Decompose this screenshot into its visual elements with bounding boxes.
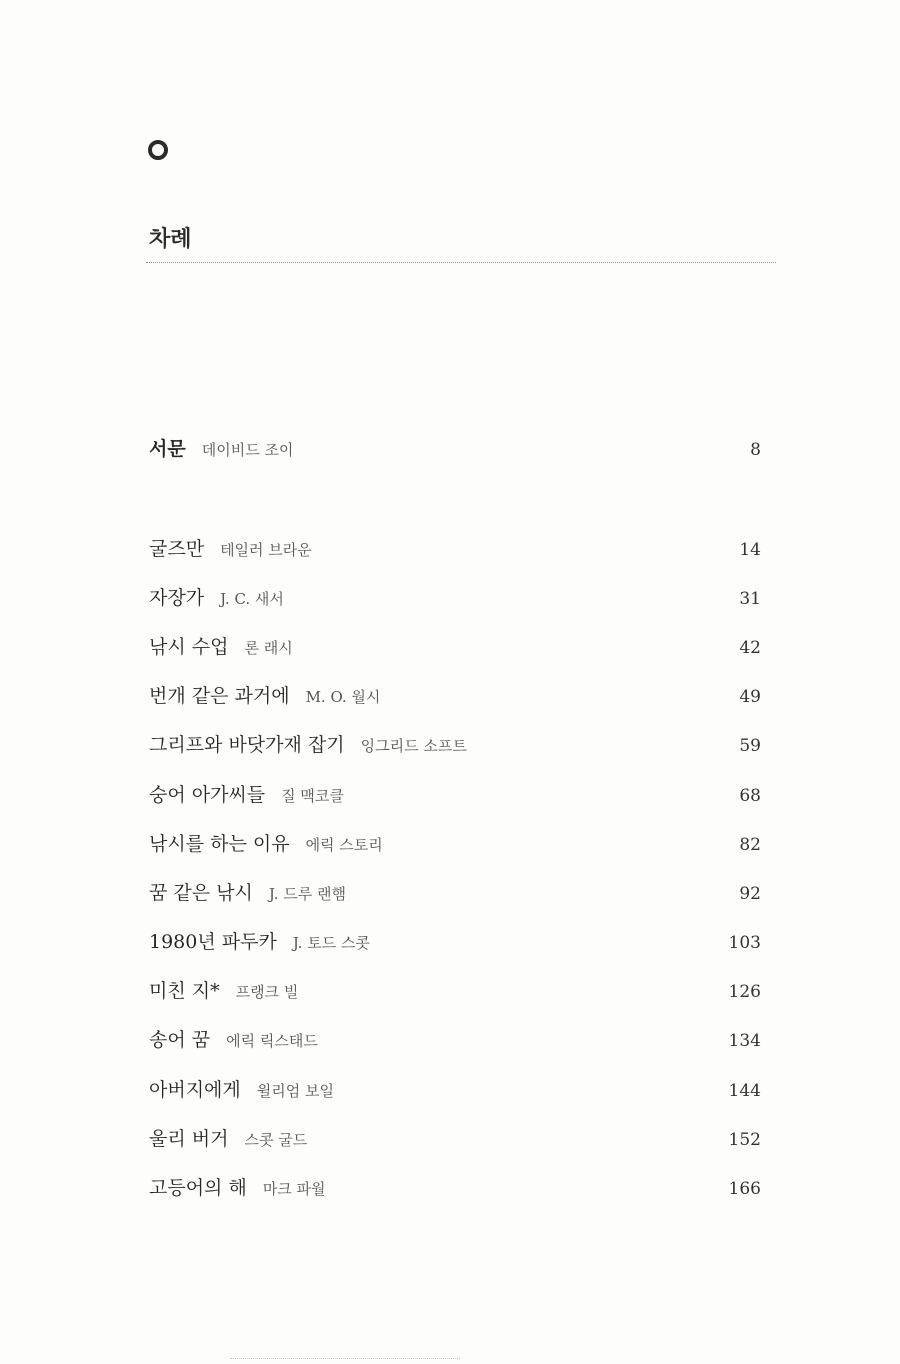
entry-author: M. O. 월시 xyxy=(305,688,381,706)
toc-entry[interactable] xyxy=(149,681,761,711)
entry-author: 에릭 릭스태드 xyxy=(226,1032,318,1050)
toc-entry[interactable] xyxy=(149,1124,761,1154)
entry-page: 144 xyxy=(728,1081,761,1101)
entry-title: 송어 꿈 xyxy=(149,1029,211,1051)
toc-entry[interactable] xyxy=(149,1075,761,1105)
entry-page: 59 xyxy=(739,736,761,756)
entry-author: 에릭 스토리 xyxy=(305,836,383,854)
entry-title: 숭어 아가씨들 xyxy=(149,784,266,806)
toc-entry[interactable] xyxy=(149,534,761,564)
entry-title: 1980년 파두카 xyxy=(149,931,277,953)
entry-title: 고등어의 해 xyxy=(149,1177,247,1199)
toc-entry[interactable] xyxy=(149,1025,761,1055)
entry-page: 152 xyxy=(728,1130,761,1150)
toc-entry[interactable] xyxy=(149,730,761,760)
entry-title: 낚시를 하는 이유 xyxy=(149,833,290,855)
entry-title: 자장가 xyxy=(149,587,205,609)
toc-entry-preface[interactable] xyxy=(149,434,761,464)
entry-author: 마크 파월 xyxy=(262,1180,326,1198)
entry-title: 번개 같은 과거에 xyxy=(149,685,290,707)
entry-author: 프랭크 빌 xyxy=(235,983,299,1001)
toc-entry[interactable] xyxy=(149,976,761,1006)
entry-author: 질 맥코클 xyxy=(281,787,344,805)
entry-title: 미친 지* xyxy=(149,980,220,1002)
entry-title: 꿈 같은 낚시 xyxy=(149,882,253,904)
entry-page: 8 xyxy=(750,440,761,460)
bottom-edge-mark xyxy=(230,1358,460,1359)
entry-author: 론 래시 xyxy=(244,639,293,657)
toc-entry[interactable] xyxy=(149,927,761,957)
entry-author: J. C. 새서 xyxy=(220,590,284,608)
entry-author: 스콧 굴드 xyxy=(244,1131,308,1149)
entry-page: 49 xyxy=(739,687,761,707)
entry-page: 14 xyxy=(739,540,761,560)
toc-entry[interactable] xyxy=(149,1173,761,1203)
toc-entry[interactable] xyxy=(149,583,761,613)
toc-entry[interactable] xyxy=(149,878,761,908)
page-title: 차례 xyxy=(149,227,192,252)
entry-page: 92 xyxy=(739,884,761,904)
entry-page: 31 xyxy=(739,589,761,609)
entry-title: 울리 버거 xyxy=(149,1128,229,1150)
entry-author: 잉그리드 소프트 xyxy=(360,737,467,755)
entry-title: 굴즈만 xyxy=(149,538,205,560)
entry-title: 낚시 수업 xyxy=(149,636,229,658)
circle-mark-icon xyxy=(148,140,168,160)
entry-page: 82 xyxy=(739,835,761,855)
toc-entry[interactable] xyxy=(149,780,761,810)
entry-title: 서문 xyxy=(149,438,186,460)
entry-page: 134 xyxy=(728,1031,761,1051)
entry-page: 42 xyxy=(739,638,761,658)
toc-entry[interactable] xyxy=(149,829,761,859)
entry-page: 103 xyxy=(728,933,761,953)
entry-author: J. 드루 랜햄 xyxy=(268,885,346,903)
entry-page: 126 xyxy=(728,982,761,1002)
entry-page: 166 xyxy=(728,1179,761,1199)
title-divider xyxy=(146,262,776,263)
entry-author: 윌리엄 보일 xyxy=(256,1082,334,1100)
entry-author: 테일러 브라운 xyxy=(220,541,312,559)
toc-entry[interactable] xyxy=(149,632,761,662)
entry-author: 데이비드 조이 xyxy=(201,441,294,459)
entry-page: 68 xyxy=(739,786,761,806)
entry-title: 아버지에게 xyxy=(149,1079,241,1101)
entry-author: J. 토드 스콧 xyxy=(292,934,370,952)
entry-title: 그리프와 바닷가재 잡기 xyxy=(149,734,345,756)
